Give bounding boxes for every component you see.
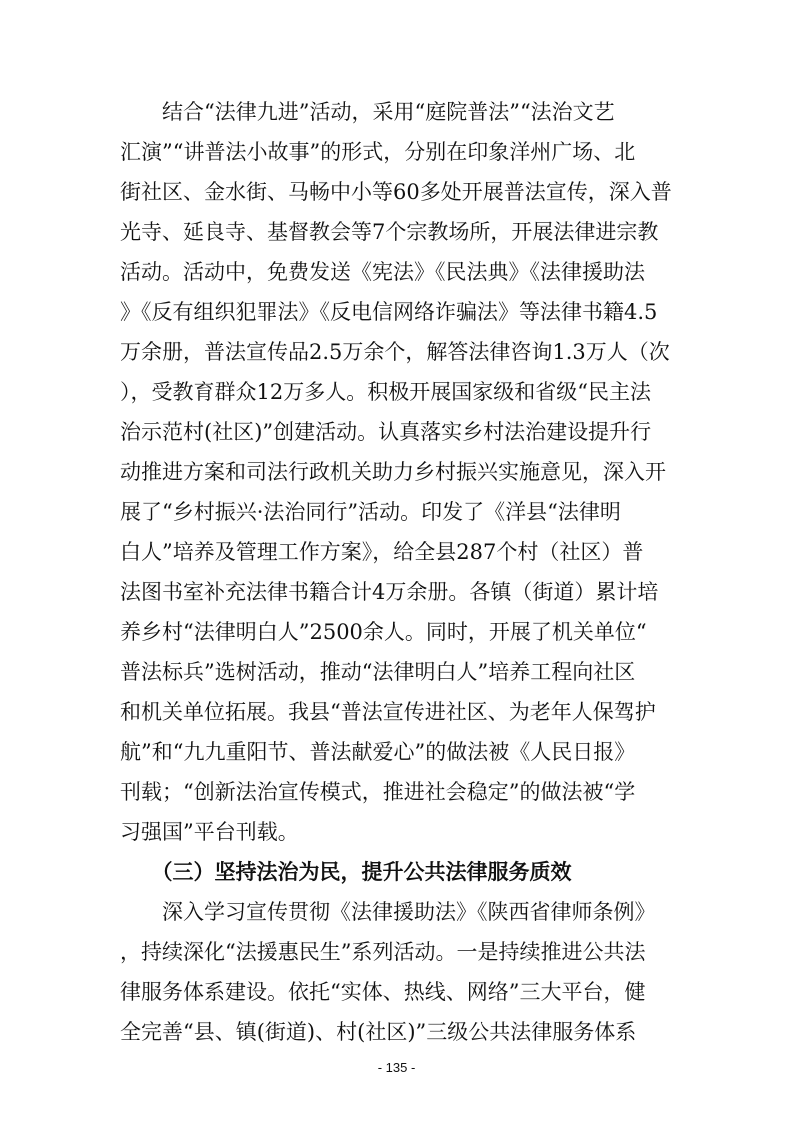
paragraph-line: 法图书室补充法律书籍合计4万余册。各镇（街道）累计培 — [120, 580, 659, 604]
paragraph-line: 和机关单位拓展。我县“普法宣传进社区、为老年人保驾护 — [120, 700, 656, 724]
paragraph-line: 动推进方案和司法行政机关助力乡村振兴实施意见，深入开 — [120, 460, 666, 484]
paragraph-line: 光寺、延良寺、基督教会等7个宗教场所，开展法律进宗教 — [120, 220, 659, 244]
page-number: - 135 - — [377, 1060, 416, 1075]
paragraph-line: 万余册，普法宣传品2.5万余个，解答法律咨询1.3万人（次 — [120, 340, 670, 364]
section-heading: （三）坚持法治为民，提升公共法律服务质效 — [120, 859, 572, 884]
body-text — [120, 92, 690, 1052]
paragraph-line: 律服务体系建设。依托“实体、热线、网络”三大平台，健 — [120, 980, 646, 1004]
paragraph-line: 养乡村“法律明白人”2500余人。同时，开展了机关单位“ — [120, 620, 647, 644]
paragraph-line: 街社区、金水街、马畅中小等60多处开展普法宣传，深入普 — [120, 180, 672, 204]
paragraph-line: 深入学习宣传贯彻《法律援助法》《陕西省律师条例》 — [120, 900, 656, 924]
paragraph-line: 全完善“县、镇(街道)、村(社区)”三级公共法律服务体系 — [120, 1020, 637, 1044]
paragraph-line: 》《反有组织犯罪法》《反电信网络诈骗法》等法律书籍4.5 — [120, 300, 658, 324]
paragraph-line: 结合“法律九进”活动，采用“庭院普法”“法治文艺 — [120, 100, 615, 124]
paragraph-line: 活动。活动中，免费发送《宪法》《民法典》《法律援助法 — [120, 260, 645, 284]
paragraph-line: 白人”培养及管理工作方案》，给全县287个村（社区）普 — [120, 540, 644, 564]
paragraph-line: ，持续深化“法援惠民生”系列活动。一是持续推进公共法 — [120, 940, 646, 964]
paragraph-line: ），受教育群众12万多人。积极开展国家级和省级“民主法 — [120, 380, 651, 404]
paragraph-line: 汇演”“讲普法小故事”的形式，分别在印象洋州广场、北 — [120, 140, 636, 164]
paragraph-line: 习强国”平台刊载。 — [120, 820, 299, 844]
paragraph-line: 刊载；“创新法治宣传模式，推进社会稳定”的做法被“学 — [120, 780, 636, 804]
paragraph-line: 展了“乡村振兴·法治同行”活动。印发了《洋县“法律明 — [120, 500, 621, 524]
paragraph-line: 治示范村(社区)”创建活动。认真落实乡村法治建设提升行 — [120, 420, 652, 444]
paragraph-line: 航”和“九九重阳节、普法献爱心”的做法被《人民日报》 — [120, 740, 636, 764]
paragraph-line: 普法标兵”选树活动，推动“法律明白人”培养工程向社区 — [120, 660, 636, 684]
